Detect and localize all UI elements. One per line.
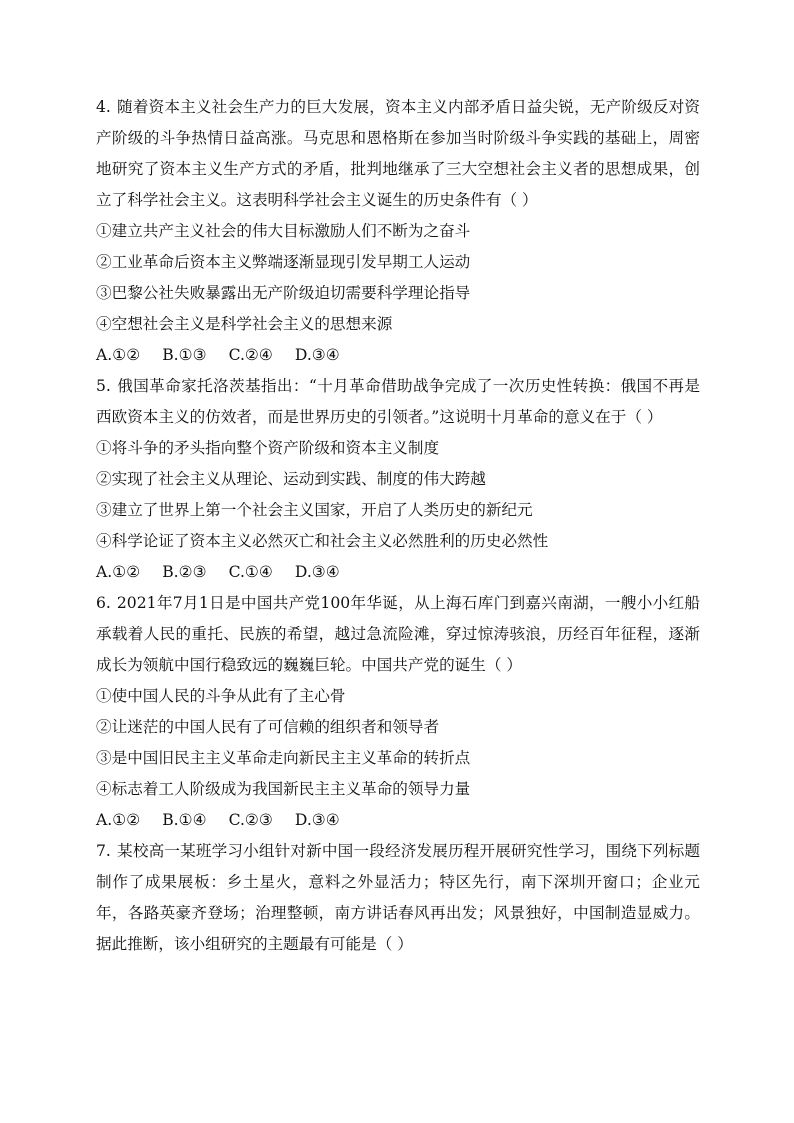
question-stem	[96, 588, 700, 681]
question-number: 4.	[96, 98, 111, 116]
choice-c: C.②③	[228, 811, 273, 829]
option-statement: ②工业革命后资本主义弊端逐渐显现引发早期工人运动	[96, 253, 471, 271]
option-statement: ②实现了社会主义从理论、运动到实践、制度的伟大跨越	[96, 470, 486, 488]
choice-a: A.①②	[96, 811, 141, 829]
option-statement: ①建立共产主义社会的伟大目标激励人们不断为之奋斗	[96, 222, 471, 240]
question-text: 随着资本主义社会生产力的巨大发展，资本主义内部矛盾日益尖锐，无产阶级反对资产阶级的斗争热情日益高涨。马克思和恩格斯在参加当时阶级斗争实践的基础上，周密地研究了资本主义生产方式的矛盾，批判地继承了三大空想社会主义者的思想成果，创立了科学社会主义。这表明科学社会主义诞生的历史条件有（ ）	[96, 98, 700, 209]
question-text: 某校高一某班学习小组针对新中国一段经济发展历程开展研究性学习，围绕下列标题制作了成果展板：乡土星火，意料之外显活力；特区先行，南下深圳开窗口；企业元年，各路英豪齐登场；治理整顿，南方讲话春风再出发；风景独好，中国制造显威力。据此推断，该小组研究的主题最有可能是（ ）	[96, 842, 700, 953]
choice-b: B.①③	[162, 346, 207, 364]
choice-b: B.①④	[162, 811, 207, 829]
question-4	[96, 92, 700, 371]
question-stem	[96, 836, 700, 960]
question-stem	[96, 92, 700, 216]
question-number: 7.	[96, 842, 111, 860]
choice-b: B.②③	[162, 563, 207, 581]
option-statement: ④空想社会主义是科学社会主义的思想来源	[96, 315, 393, 333]
question-6	[96, 588, 700, 836]
choice-a: A.①②	[96, 346, 141, 364]
choice-d: D.③④	[294, 346, 340, 364]
question-text: 俄国革命家托洛茨基指出：“十月革命借助战争完成了一次历史性转换：俄国不再是西欧资本主义的仿效者，而是世界历史的引领者。”这说明十月革命的意义在于（ ）	[96, 377, 700, 426]
option-statement: ③建立了世界上第一个社会主义国家，开启了人类历史的新纪元	[96, 501, 533, 519]
question-number: 6.	[96, 594, 111, 612]
answer-choices	[96, 557, 700, 588]
choice-c: C.②④	[228, 346, 273, 364]
option-statement: ③巴黎公社失败暴露出无产阶级迫切需要科学理论指导	[96, 284, 471, 302]
question-7	[96, 836, 700, 960]
choice-a: A.①②	[96, 563, 141, 581]
question-stem	[96, 371, 700, 433]
option-statement: ①使中国人民的斗争从此有了主心骨	[96, 687, 346, 705]
option-statement: ④科学论证了资本主义必然灭亡和社会主义必然胜利的历史必然性	[96, 532, 549, 550]
question-number: 5.	[96, 377, 111, 395]
choice-d: D.③④	[294, 811, 340, 829]
question-list	[96, 92, 700, 960]
choice-c: C.①④	[228, 563, 273, 581]
answer-choices	[96, 340, 700, 371]
option-statement: ④标志着工人阶级成为我国新民主主义革命的领导力量	[96, 780, 471, 798]
option-statement: ①将斗争的矛头指向整个资产阶级和资本主义制度	[96, 439, 440, 457]
option-statement: ③是中国旧民主主义革命走向新民主主义革命的转折点	[96, 749, 471, 767]
option-statement: ②让迷茫的中国人民有了可信赖的组织者和领导者	[96, 718, 440, 736]
question-5	[96, 371, 700, 588]
question-text: 2021年7月1日是中国共产党100年华诞，从上海石库门到嘉兴南湖，一艘小小红船承载着人民的重托、民族的希望，越过急流险滩，穿过惊涛骇浪，历经百年征程，逐渐成长为领航中国行稳致远的巍巍巨轮。中国共产党的诞生（ ）	[96, 594, 700, 674]
answer-choices	[96, 805, 700, 836]
choice-d: D.③④	[294, 563, 340, 581]
